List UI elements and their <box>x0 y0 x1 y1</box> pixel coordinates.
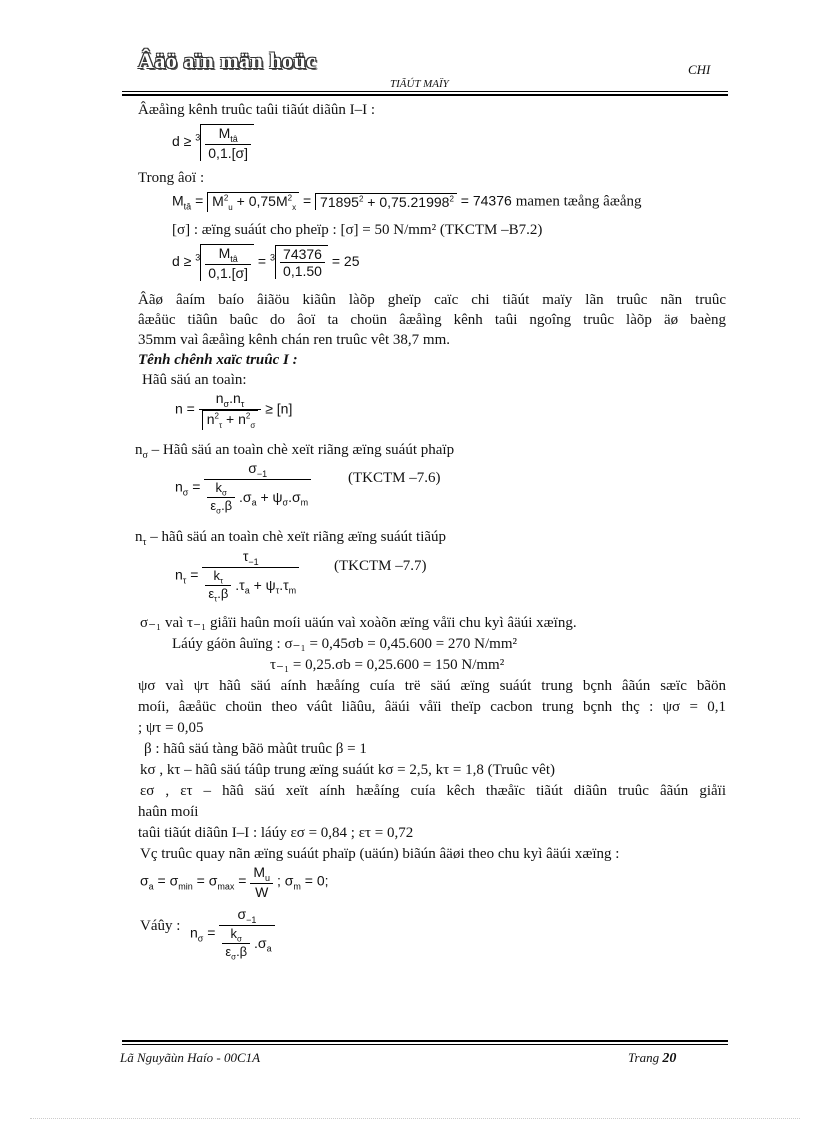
text-line: Láúy gáön âuïng : σ₋₁ = 0,45σb = 0,45.600 = 270 N/mm² <box>172 636 517 652</box>
paragraph-line: haûn moíi <box>138 804 199 820</box>
header-subtitle: TIÃÚT MAÏY <box>390 78 449 90</box>
text-line: Âæåìng kênh truûc taûi tiãút diãûn I–I : <box>138 102 376 118</box>
text-line: $n_\tau$ – hãû säú an toaìn chè xeït riãng æïng suáút tiãúp <box>135 529 447 548</box>
text-line: Hãû säú an toaìn: <box>142 372 247 388</box>
text-line: Vç truûc quay nãn æïng suáút phaïp (uäún) biãún âäøi theo chu kyì âäúi xæïng : <box>140 846 620 862</box>
text-line: kσ , kτ – hãû säú táûp trung æïng suáút kσ = 2,5, kτ = 1,8 (Truûc vêt) <box>140 762 555 778</box>
footer-page-number: 20 <box>662 1051 677 1066</box>
text-line: [σ] : æïng suáút cho pheïp : [σ] = 50 N/mm² (TKCTM –B7.2) <box>172 222 543 238</box>
formula-moment: $M_{tâ} = M^2_u + 0,75M^2_x = 71895^2 + 0,75.21998^2 = 74376$ mamen tæång âæång <box>172 192 642 212</box>
paragraph-line: εσ , ετ – hãû säú xeït aính hæåíng cuía kêch thæåïc tiãút diãûn truûc âãún giåïi <box>140 783 726 799</box>
text-line: taûi tiãút diãûn I–I : láúy εσ = 0,84 ; ετ = 0,72 <box>138 825 414 841</box>
formula-n-sigma-final: $n_\sigma$ = $\sigma_{-1}$ $\frac{k_\sigma}{\varepsilon_\sigma.\beta}$ $.\sigma_a$ <box>190 906 275 962</box>
paragraph-line: 35mm vaì âæåìng kênh chán ren truûc vêt 38,7 mm. <box>138 332 451 348</box>
header-rule-bottom <box>122 94 728 96</box>
formula-diameter-result: d ≥ $^3$ $\frac{M_{tâ}}{0,1.[\sigma]}$ = $^3$ $\frac{74376}{0,1.50}$ = 25 <box>172 245 360 281</box>
text-line: σ₋₁ vaì τ₋₁ giåïi haûn moíi uäún vaì xoàõn æïng våïi chu kyì âäúi xæïng. <box>140 615 577 631</box>
footer-author: Lã Nguyãùn Haío - 00C1A <box>120 1050 261 1065</box>
moment-subscript: tâ <box>183 201 192 212</box>
text-line-content: – Hãû säú an toaìn chè xeït riãng æïng suáút phaïp <box>151 442 455 458</box>
moment-caption: mamen tæång âæång <box>515 193 642 210</box>
formula-reference: (TKCTM –7.6) <box>348 470 441 486</box>
text-line: $n_\sigma$ – Hãû säú an toaìn chè xeït riãng æïng suáút phaïp <box>135 442 455 461</box>
section-heading: Tênh chênh xaïc truûc I : <box>138 352 298 368</box>
text-line: β : hãû säú tàng bãö màût truûc β = 1 <box>144 741 367 757</box>
moment-symbol: M <box>172 192 184 209</box>
paragraph-line: âæåüc tiãûn baûc do âoï ta choün âæåìng kênh taûi ngoîng truûc làõp äø baèng <box>138 312 726 328</box>
formula-n-tau: $n_\tau$ = $\tau_{-1}$ $\frac{k_\tau}{\varepsilon_\tau.\beta}$ $.\tau_a + \psi_\tau.\tau_m$ <box>175 548 299 604</box>
text-line: Trong âoï : <box>138 170 205 186</box>
text-line: τ₋₁ = 0,25.σb = 0,25.600 = 150 N/mm² <box>270 657 505 673</box>
formula-sigma-a: $\sigma_a = \sigma_{min} = \sigma_{max}$ = $\frac{M_u}{W}$ ; $\sigma_m = 0$; <box>140 864 329 900</box>
footer-page-label: Trang <box>628 1050 660 1065</box>
header-rule-top <box>122 91 728 92</box>
footer-rule-bottom <box>122 1044 728 1045</box>
header-title: Âäö aïn män hoüc <box>138 48 317 73</box>
paragraph-line: moíi, âæåüc choün theo váût liãûu, âäúi våïi theïp cacbon trung bçnh thç : ψσ = 0,1 <box>138 699 726 715</box>
paragraph-line: ; ψτ = 0,05 <box>138 720 204 736</box>
text-line: Váûy : <box>140 918 181 934</box>
header-right-label: CHI <box>688 62 711 77</box>
paragraph-line: ψσ vaì ψτ hãû säú aính hæåíng cuía trë säú æïng suáút trung bçnh âãún sæïc bãön <box>138 678 726 694</box>
footer-page <box>628 1050 676 1067</box>
formula-reference: (TKCTM –7.7) <box>334 558 427 574</box>
page-edge-divider <box>30 1118 800 1119</box>
footer-rule-top <box>122 1040 728 1042</box>
formula-safety-factor: n = $\frac{n_\sigma.n_\tau}{n^2_\tau + n^2_\sigma}$ ≥ [n] <box>175 390 293 430</box>
formula-diameter: d ≥ $^3$ $\frac{M_{tâ}}{0,1.[\sigma]}$ <box>172 124 254 161</box>
formula-n-sigma: $n_\sigma$ = $\sigma_{-1}$ $\frac{k_\sigma}{\varepsilon_\sigma.\beta}$ $.\sigma_a + \psi_\sigma.\sigma_m$ <box>175 460 311 516</box>
paragraph-line: Âãø âaím baío âiãöu kiãûn làõp gheïp caïc chi tiãút maïy lãn truûc nãn truûc <box>138 292 726 308</box>
text-line-content: – hãû säú an toaìn chè xeït riãng æïng suáút tiãúp <box>150 529 447 545</box>
